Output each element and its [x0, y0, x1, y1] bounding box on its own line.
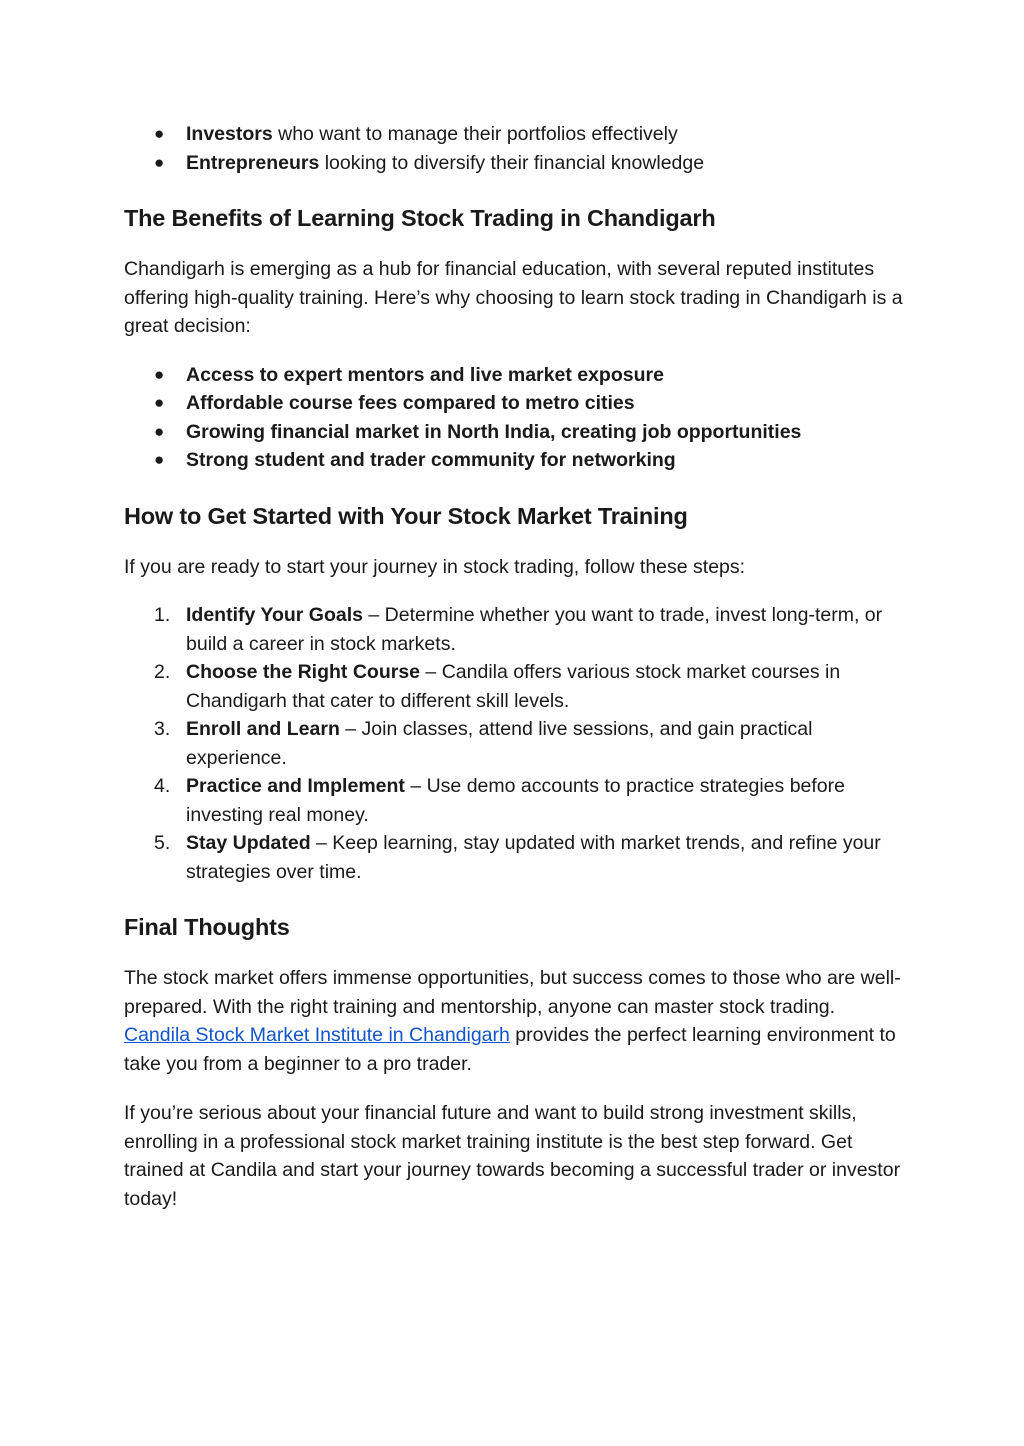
list-item: ● Strong student and trader community for networking [124, 446, 904, 475]
getting-started-intro: If you are ready to start your journey in stock trading, follow these steps: [124, 555, 746, 578]
list-item: ● Investors who want to manage their portfolios effectively [124, 120, 904, 149]
steps-list [124, 601, 904, 886]
list-item: ● Entrepreneurs looking to diversify their financial knowledge [124, 149, 904, 178]
document-page [124, 120, 904, 1213]
bullet-icon: ● [154, 450, 165, 469]
benefits-intro: Chandigarh is emerging as a hub for financial education, with several reputed institutes offering high-quality training. Here’s why choosing to learn stock trading in Chandigarh is a great decision: [124, 258, 903, 337]
institute-link[interactable]: Candila Stock Market Institute in Chandigarh [124, 1024, 510, 1046]
final-paragraph-2: If you’re serious about your financial future and want to build strong investment skills, enrolling in a professional stock market training institute is the best step forward. Get trained at Candila and start your journey towards becoming a successful trader or investor today! [124, 1102, 901, 1210]
bullet-icon: ● [154, 393, 165, 412]
final-paragraph-1: The stock market offers immense opportunities, but success comes to those who are well-prepared. With the right training and mentorship, anyone can master stock trading. Candila Stock Market Institute in Chandigarh provides the perfect learning environment to take you from a beginner to a pro trader. [124, 967, 901, 1075]
benefits-heading: The Benefits of Learning Stock Trading in Chandigarh [124, 205, 716, 231]
list-item: ● Growing financial market in North India, creating job opportunities [124, 418, 904, 447]
benefits-list [124, 361, 904, 475]
list-item: ● Affordable course fees compared to metro cities [124, 389, 904, 418]
step-item: 3. Enroll and Learn – Join classes, attend live sessions, and gain practical experience. [154, 718, 813, 769]
step-item: 5. Stay Updated – Keep learning, stay updated with market trends, and refine your strategies over time. [154, 832, 881, 883]
step-item: 1. Identify Your Goals – Determine whether you want to trade, invest long-term, or build a career in stock markets. [154, 604, 883, 655]
final-thoughts-heading: Final Thoughts [124, 914, 290, 940]
step-item: 4. Practice and Implement – Use demo accounts to practice strategies before investing real money. [154, 775, 845, 826]
bullet-icon: ● [154, 124, 165, 143]
list-item: ● Access to expert mentors and live market exposure [124, 361, 904, 390]
getting-started-heading: How to Get Started with Your Stock Market Training [124, 502, 688, 529]
step-item: 2. Choose the Right Course – Candila offers various stock market courses in Chandigarh that cater to different skill levels. [154, 661, 841, 712]
bullet-icon: ● [154, 152, 165, 172]
bullet-icon: ● [154, 364, 165, 384]
audience-list [124, 120, 904, 177]
bullet-icon: ● [154, 421, 165, 441]
